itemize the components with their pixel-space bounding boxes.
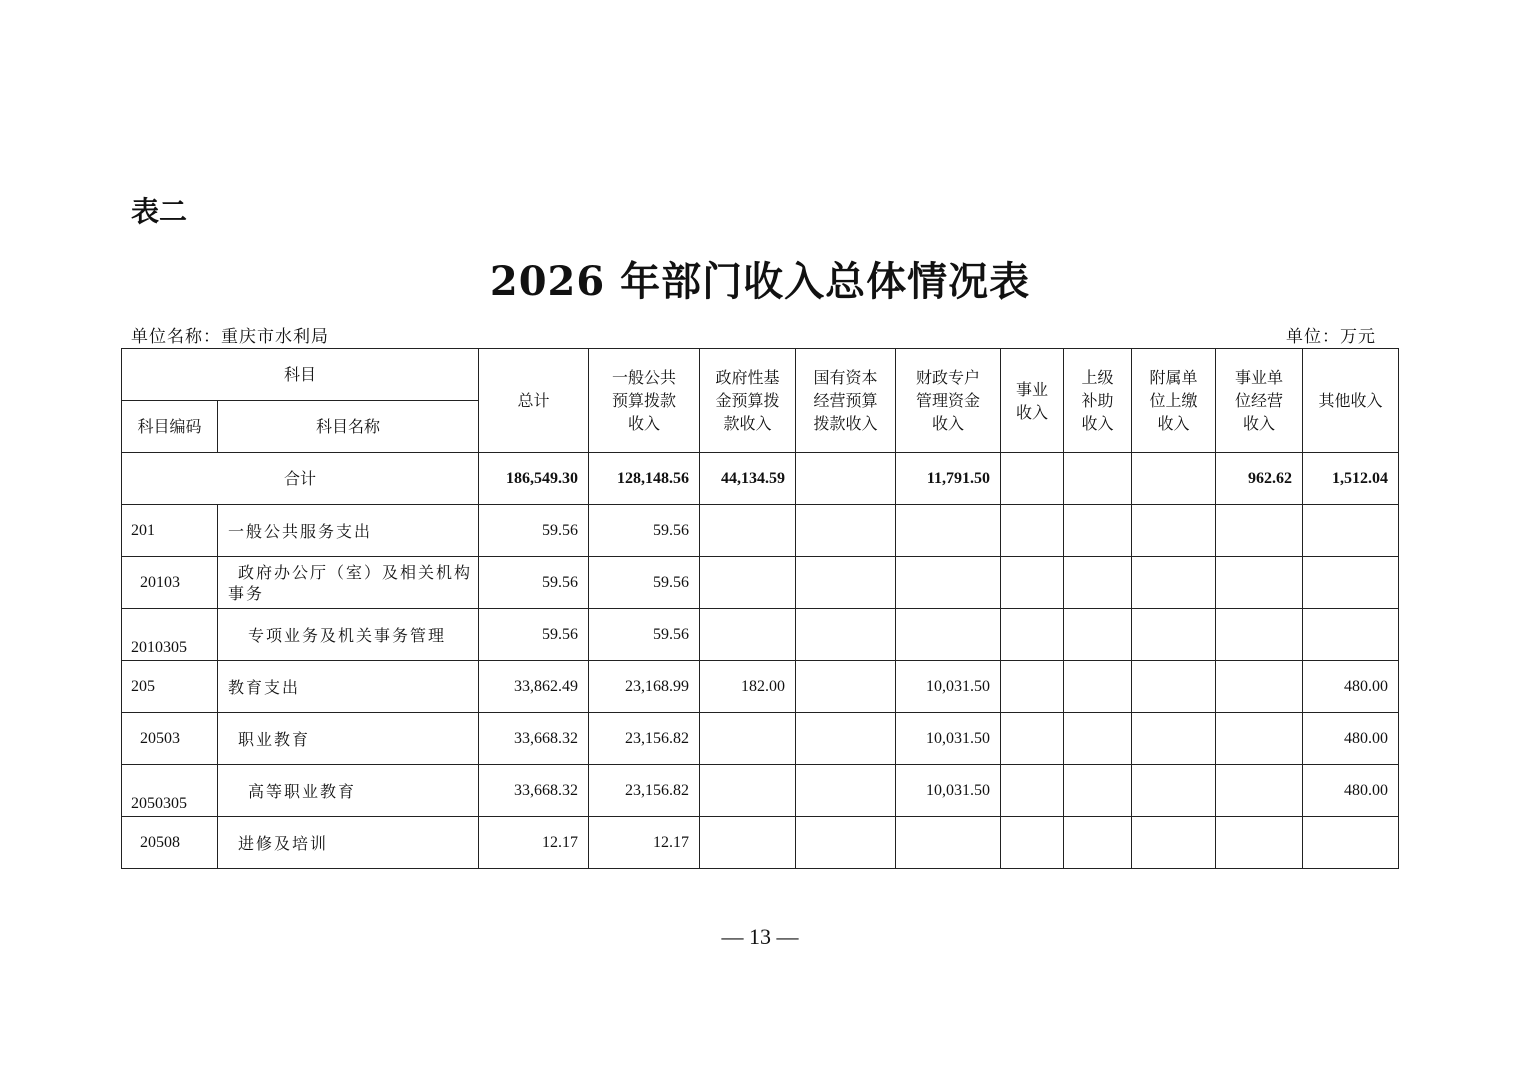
value-cell: 12.17 <box>589 817 700 869</box>
income-table <box>121 348 1399 869</box>
header-line: 款收入 <box>723 414 772 433</box>
header-line: 位经营 <box>1235 391 1284 410</box>
header-line: 附属单 <box>1149 368 1198 387</box>
header-line: 拨款收入 <box>813 414 878 433</box>
value-cell <box>1216 609 1303 661</box>
table-row <box>122 557 1399 609</box>
subject-code-cell: 205 <box>122 661 218 713</box>
total-label: 合计 <box>122 453 479 505</box>
value-cell: 12.17 <box>479 817 589 869</box>
value-cell <box>1064 817 1132 869</box>
value-cell: 23,168.99 <box>589 661 700 713</box>
header-line: 收入 <box>932 414 965 433</box>
header-line: 补助 <box>1081 391 1114 410</box>
header-line: 其他收入 <box>1318 391 1383 410</box>
total-cell: 44,134.59 <box>700 453 796 505</box>
value-cell <box>1216 817 1303 869</box>
value-cell <box>1303 557 1399 609</box>
header-general-budget <box>589 349 700 453</box>
value-cell <box>700 713 796 765</box>
value-cell <box>1064 557 1132 609</box>
table-row <box>122 661 1399 713</box>
value-cell <box>700 765 796 817</box>
value-cell: 33,862.49 <box>479 661 589 713</box>
value-cell: 182.00 <box>700 661 796 713</box>
value-cell <box>1303 609 1399 661</box>
value-cell <box>700 557 796 609</box>
header-business-operation <box>1216 349 1303 453</box>
value-cell: 10,031.50 <box>896 765 1001 817</box>
subject-code-cell: 2010305 <box>122 609 218 661</box>
table-row <box>122 609 1399 661</box>
value-cell <box>1303 505 1399 557</box>
value-cell <box>796 557 896 609</box>
subject-name-cell: 政府办公厅（室）及相关机构事务 <box>218 557 479 609</box>
subject-name-cell: 一般公共服务支出 <box>218 505 479 557</box>
value-cell <box>1001 557 1064 609</box>
value-cell <box>1001 713 1064 765</box>
header-line: 政府性基 <box>715 368 780 387</box>
header-line: 一般公共 <box>612 368 677 387</box>
header-line: 位上缴 <box>1149 391 1198 410</box>
table-row <box>122 765 1399 817</box>
header-state-capital <box>796 349 896 453</box>
subject-name-cell: 进修及培训 <box>218 817 479 869</box>
subject-code-cell: 20103 <box>122 557 218 609</box>
table-row <box>122 817 1399 869</box>
value-cell <box>1216 505 1303 557</box>
value-cell: 10,031.50 <box>896 713 1001 765</box>
value-cell: 10,031.50 <box>896 661 1001 713</box>
table-row <box>122 713 1399 765</box>
page-number: — 13 — <box>721 924 799 949</box>
value-cell: 480.00 <box>1303 765 1399 817</box>
value-cell: 59.56 <box>479 609 589 661</box>
value-cell <box>796 713 896 765</box>
header-line: 上级 <box>1081 368 1114 387</box>
header-total <box>479 349 589 453</box>
total-cell <box>796 453 896 505</box>
value-cell <box>1216 713 1303 765</box>
value-cell <box>1132 505 1216 557</box>
header-row-1 <box>122 349 1399 401</box>
header-gov-fund <box>700 349 796 453</box>
value-cell <box>1132 765 1216 817</box>
value-cell <box>1132 713 1216 765</box>
value-cell <box>1064 713 1132 765</box>
header-line: 经营预算 <box>813 391 878 410</box>
subject-name-cell: 专项业务及机关事务管理 <box>218 609 479 661</box>
header-line: 国有资本 <box>813 368 878 387</box>
value-cell: 23,156.82 <box>589 765 700 817</box>
header-line: 收入 <box>1157 414 1190 433</box>
value-cell <box>796 765 896 817</box>
header-affiliate-remit <box>1132 349 1216 453</box>
value-cell <box>1001 661 1064 713</box>
subject-code-cell: 201 <box>122 505 218 557</box>
unit-label: 单位：万元 <box>1286 327 1376 347</box>
unit-name: 单位名称：重庆市水利局 <box>131 327 329 347</box>
value-cell <box>796 609 896 661</box>
value-cell: 59.56 <box>589 505 700 557</box>
value-cell <box>1216 661 1303 713</box>
value-cell <box>1001 765 1064 817</box>
value-cell <box>1132 609 1216 661</box>
header-line: 收入 <box>628 414 661 433</box>
value-cell <box>1132 817 1216 869</box>
header-subject: 科目 <box>122 349 479 401</box>
value-cell <box>796 505 896 557</box>
value-cell <box>1001 609 1064 661</box>
value-cell <box>1064 609 1132 661</box>
header-line: 收入 <box>1081 414 1114 433</box>
header-line: 事业 <box>1016 379 1049 399</box>
value-cell <box>896 557 1001 609</box>
total-cell <box>1064 453 1132 505</box>
header-line: 收入 <box>1243 414 1276 433</box>
header-line: 预算拨款 <box>612 391 677 410</box>
header-subject-name: 科目名称 <box>218 401 479 453</box>
value-cell <box>796 661 896 713</box>
page-title: 2026 年部门收入总体情况表 <box>489 258 1031 305</box>
value-cell <box>1064 765 1132 817</box>
value-cell <box>896 609 1001 661</box>
value-cell <box>1064 661 1132 713</box>
value-cell <box>1064 505 1132 557</box>
total-cell <box>1132 453 1216 505</box>
header-line: 总计 <box>517 391 550 410</box>
value-cell: 59.56 <box>479 505 589 557</box>
value-cell <box>796 817 896 869</box>
value-cell: 59.56 <box>589 609 700 661</box>
value-cell: 480.00 <box>1303 661 1399 713</box>
total-cell: 186,549.30 <box>479 453 589 505</box>
header-superior-subsidy <box>1064 349 1132 453</box>
value-cell: 23,156.82 <box>589 713 700 765</box>
header-other-income <box>1303 349 1399 453</box>
total-row <box>122 453 1399 505</box>
value-cell <box>896 817 1001 869</box>
value-cell <box>1001 817 1064 869</box>
total-cell <box>1001 453 1064 505</box>
total-cell: 962.62 <box>1216 453 1303 505</box>
value-cell <box>700 505 796 557</box>
header-special-account <box>896 349 1001 453</box>
table-body <box>122 453 1399 869</box>
header-line: 事业单 <box>1235 368 1284 387</box>
header-line: 金预算拨 <box>715 391 780 410</box>
total-cell: 128,148.56 <box>589 453 700 505</box>
value-cell: 33,668.32 <box>479 765 589 817</box>
value-cell <box>1303 817 1399 869</box>
value-cell <box>1132 557 1216 609</box>
value-cell <box>1132 661 1216 713</box>
value-cell: 59.56 <box>479 557 589 609</box>
header-line: 管理资金 <box>916 391 981 410</box>
subject-code-cell: 20508 <box>122 817 218 869</box>
value-cell <box>700 609 796 661</box>
value-cell: 33,668.32 <box>479 713 589 765</box>
value-cell: 480.00 <box>1303 713 1399 765</box>
table-row <box>122 505 1399 557</box>
header-subject-code: 科目编码 <box>122 401 218 453</box>
header-line: 收入 <box>1016 402 1049 422</box>
header-business-income <box>1001 349 1064 453</box>
total-cell: 1,512.04 <box>1303 453 1399 505</box>
table-label: 表二 <box>131 195 188 228</box>
header-line: 财政专户 <box>916 368 981 387</box>
value-cell <box>1216 557 1303 609</box>
total-cell: 11,791.50 <box>896 453 1001 505</box>
value-cell: 59.56 <box>589 557 700 609</box>
value-cell <box>1216 765 1303 817</box>
value-cell <box>1001 505 1064 557</box>
subject-name-cell: 教育支出 <box>218 661 479 713</box>
value-cell <box>896 505 1001 557</box>
subject-name-cell: 职业教育 <box>218 713 479 765</box>
subject-name-cell: 高等职业教育 <box>218 765 479 817</box>
value-cell <box>700 817 796 869</box>
subject-code-cell: 20503 <box>122 713 218 765</box>
subject-code-cell: 2050305 <box>122 765 218 817</box>
